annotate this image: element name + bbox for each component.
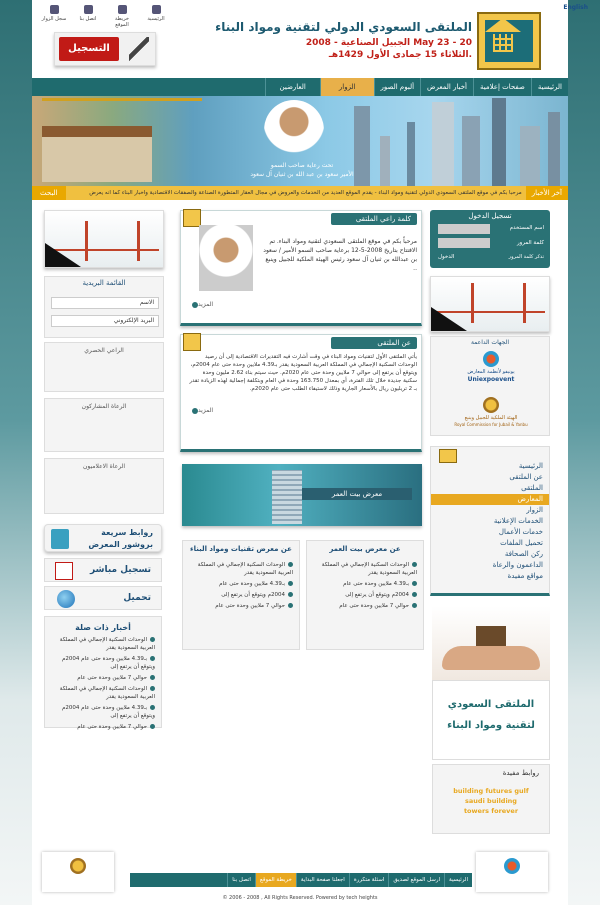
side-menu bbox=[430, 446, 550, 596]
menu-item-business-services[interactable]: خدمات الأعمال bbox=[498, 528, 543, 536]
login-box bbox=[430, 210, 550, 268]
contact-link[interactable]: اتصل بنا bbox=[74, 5, 102, 27]
tower-graphic bbox=[407, 122, 415, 186]
sponsor-more-link[interactable]: المزيد bbox=[189, 301, 213, 308]
ticker-text[interactable]: مرحباً بكم في موقع الملتقى السعودي الدولي لتقنية ومواد البناء - يقدم الموقع العديد من الخدمات والعروض في مجال العقار المتطورة الصناعة والصفقات الاقتصادية وأخبار البناء كما أنه يعرض bbox=[89, 190, 522, 196]
hands-graphic bbox=[442, 646, 540, 670]
tower-graphic bbox=[520, 126, 540, 186]
related-news-item[interactable]: حوالي 7 ملايين وحدة حتى عام bbox=[51, 723, 155, 731]
menu-item-about[interactable]: عن الملتقى bbox=[509, 473, 543, 481]
bridge-image-right bbox=[430, 276, 550, 332]
menu-item-sponsors[interactable]: الداعمون والرعاة bbox=[492, 561, 543, 569]
menu-item-exhibitions[interactable]: المعارض bbox=[431, 494, 549, 505]
supporters-box bbox=[430, 336, 550, 436]
footer-nav bbox=[130, 873, 472, 887]
about-text: يأتي الملتقى الأول لتقنيات ومواد البناء في وقت أشارت فيه التقديرات الاقتصادية إلى أن رصيد الوحدات السكنية الإجمالي في المملكة العربية السعودية يقدر بـ4.39 ملايين وحدة حتى عام 2004م، ويتوقع أن يرتفع إلى حوالي 7 ملايين وحدة حتى عام 2020م. حيث سيتم بناء 2.62 مليون وحدة سكنية جديدة خلال تلك الفترة، أي بمعدل 163.750 وحدة في العام وبتكلفة إجمالية لهذه الزيادة تقدر بـ 2 تريليون ريال بالأسعار الجارية وذلك لاستيفاء الطلب حتى عام 2020م. bbox=[189, 354, 417, 392]
news-column-item[interactable]: حوالي 7 ملايين وحدة حتى عام bbox=[189, 602, 293, 610]
download-link[interactable] bbox=[44, 586, 162, 610]
ticker-label: آخر الأخبار bbox=[526, 186, 568, 200]
news-column-right bbox=[306, 540, 424, 650]
news-column-item[interactable]: بـ4.39 ملايين وحدة حتى عام bbox=[189, 580, 293, 588]
sponsor-photo bbox=[199, 225, 253, 291]
quick-links-label: روابط سريعة bbox=[101, 528, 153, 537]
remember-me-checkbox[interactable]: تذكر كلمة المرور bbox=[508, 254, 544, 260]
media-sponsors-title: الرعاة الاعلاميون bbox=[82, 463, 126, 470]
menu-item-ad-services[interactable]: الخدمات الإعلانية bbox=[493, 517, 543, 525]
menu-item-press[interactable]: ركن الصحافة bbox=[504, 550, 543, 558]
search-button[interactable]: البحث bbox=[32, 186, 66, 200]
useful-link[interactable]: towers forever bbox=[463, 807, 519, 815]
checklist-icon bbox=[55, 562, 73, 580]
related-news-title: أخبار ذات صلة bbox=[75, 623, 131, 632]
menu-item-downloads[interactable]: تحميل الملفات bbox=[500, 539, 543, 547]
nav-photo-album[interactable]: ألبوم الصور bbox=[374, 78, 421, 96]
banner-caption: تحت رعاية صاحب السمو bbox=[270, 162, 334, 169]
related-news-item[interactable]: بـ4.39 ملايين وحدة حتى عام 2004م ويتوقع أن يرتفع إلى bbox=[62, 705, 155, 719]
tower-graphic bbox=[380, 136, 390, 186]
login-title: تسجيل الدخول bbox=[468, 212, 512, 220]
password-label: كلمة المرور bbox=[516, 240, 544, 246]
news-column-item[interactable]: الوحدات السكنية الإجمالي في المملكة العربية السعودية يقدر bbox=[321, 562, 417, 576]
mailing-list bbox=[44, 276, 164, 338]
news-column-item[interactable]: 2004م ويتوقع أن يرتفع إلى bbox=[189, 591, 293, 599]
english-link[interactable]: English bbox=[563, 4, 588, 11]
news-column-item[interactable]: 2004م ويتوقع أن يرتفع إلى bbox=[313, 591, 417, 599]
news-column-left bbox=[182, 540, 300, 650]
useful-links-box bbox=[432, 764, 550, 834]
bridge-image-left bbox=[44, 210, 164, 268]
footer-link-faq[interactable]: اسئلة متكررة bbox=[349, 873, 389, 887]
footer-link-home[interactable]: الرئيسية bbox=[444, 873, 472, 887]
related-news bbox=[44, 616, 162, 728]
site-title: الملتقى السعودي الدولي لتقنية ومواد البناء bbox=[215, 20, 472, 34]
related-news-item[interactable]: حوالي 7 ملايين وحدة حتى عام bbox=[51, 674, 155, 682]
sponsor-words-text: مرحباً بكم في موقع الملتقى السعودي لتقنية ومواد البناء. تم الافتتاح بتاريخ 2008-5-12 برعاية صاحب السمو الأمير / سعود بن عبدالله بن ثنيان آل سعود رئيس الهيئة الملكية للجبيل وينبع .. bbox=[263, 238, 417, 272]
related-news-item[interactable]: بـ4.39 ملايين وحدة حتى عام 2004م ويتوقع أن يرتفع إلى bbox=[62, 656, 155, 670]
guestbook-link[interactable]: سجل الزوار bbox=[40, 5, 68, 27]
footer-royal-logo[interactable] bbox=[42, 852, 114, 892]
useful-link[interactable]: saudi building bbox=[465, 797, 517, 805]
username-input[interactable] bbox=[438, 224, 490, 234]
supporter-name: Uniexpoevent bbox=[467, 376, 515, 383]
exclusive-sponsor-box bbox=[44, 342, 164, 392]
promo-line1: الملتقى السعودي bbox=[447, 699, 535, 710]
event-dates: الجبيل الصناعية - 2008 May 23 - 20 bbox=[305, 38, 472, 48]
about-title: عن الملتقى bbox=[331, 337, 417, 349]
menu-item-forum[interactable]: الملتقى bbox=[521, 484, 543, 492]
menu-item-useful-sites[interactable]: مواقع مفيدة bbox=[507, 572, 543, 580]
hero-banner bbox=[32, 96, 568, 186]
password-input[interactable] bbox=[438, 238, 490, 248]
tower-graphic bbox=[432, 102, 454, 186]
nav-home[interactable]: الرئيسية bbox=[531, 78, 568, 96]
download-label: تحميل bbox=[123, 593, 151, 603]
news-column-title: عن معرض بيت العمر bbox=[329, 545, 401, 553]
footer-link-contact[interactable]: اتصل بنا bbox=[227, 873, 255, 887]
live-register-label: تسجيل مباشر bbox=[90, 565, 151, 575]
hands-house-image bbox=[432, 606, 550, 680]
username-label: اسم المستخدم bbox=[509, 225, 544, 231]
related-news-item[interactable]: الوحدات السكنية الإجمالي في المملكة العربية السعودية يقدر bbox=[59, 686, 155, 700]
home-icon bbox=[152, 5, 161, 14]
brochure-link[interactable] bbox=[44, 524, 162, 552]
related-news-item[interactable]: الوحدات السكنية الإجمالي في المملكة العربية السعودية يقدر bbox=[59, 637, 155, 651]
house-graphic bbox=[476, 626, 506, 648]
exhibition-banner[interactable] bbox=[182, 464, 422, 526]
building-graphic bbox=[272, 470, 302, 524]
tower-graphic bbox=[492, 98, 506, 186]
about-more-link[interactable]: المزيد bbox=[189, 407, 213, 414]
sponsor-words-card bbox=[180, 210, 422, 326]
exhibition-banner-title: معرض بيت العمر bbox=[302, 488, 412, 500]
top-links bbox=[40, 5, 170, 27]
login-button[interactable]: الدخول bbox=[438, 254, 455, 260]
footer-link-sitemap[interactable]: خريطة الموقع bbox=[255, 873, 296, 887]
nav-exhibitors[interactable]: العارضين bbox=[265, 78, 320, 96]
tower-graphic bbox=[548, 112, 560, 186]
news-column-item[interactable]: حوالي 7 ملايين وحدة حتى عام bbox=[313, 602, 417, 610]
mini-logo-icon bbox=[439, 449, 457, 463]
participating-sponsors-box bbox=[44, 398, 164, 452]
mailing-list-title: القائمة البريدية bbox=[82, 279, 126, 287]
news-ticker bbox=[32, 186, 568, 200]
register-button[interactable] bbox=[54, 32, 156, 66]
patron-portrait bbox=[264, 100, 324, 162]
supporters-title: الجهات الداعمة bbox=[470, 339, 510, 346]
royal-commission-logo[interactable] bbox=[483, 397, 499, 413]
register-label: التسجيل bbox=[59, 37, 119, 61]
name-field[interactable]: الاسم bbox=[51, 297, 159, 309]
brochure-icon bbox=[51, 529, 69, 549]
sponsor-words-title: كلمة راعي الملتقى bbox=[331, 213, 417, 225]
sitemap-link[interactable]: خريطة الموقع bbox=[108, 5, 136, 27]
main-nav bbox=[32, 78, 568, 96]
footer-uniexpo-logo[interactable] bbox=[476, 852, 548, 892]
nav-visitors[interactable]: الزوار bbox=[320, 78, 374, 96]
mini-logo-icon bbox=[183, 333, 201, 351]
site-logo[interactable] bbox=[477, 12, 541, 70]
menu-item-visitors[interactable]: الزوار bbox=[526, 506, 543, 514]
useful-links-title: روابط مفيدة bbox=[502, 769, 539, 777]
tower-graphic bbox=[462, 116, 480, 186]
guestbook-icon bbox=[50, 5, 59, 14]
globe-icon bbox=[57, 590, 75, 608]
nav-exhibition-news[interactable]: أخبار المعرض bbox=[420, 78, 473, 96]
pen-icon bbox=[129, 37, 149, 61]
banner-caption-name: الأمير سعود بن عبد الله بن ثنيان آل سعود bbox=[250, 171, 354, 178]
sitemap-icon bbox=[118, 5, 127, 14]
news-column-item[interactable]: بـ4.39 ملايين وحدة حتى عام bbox=[313, 580, 417, 588]
tower-graphic bbox=[354, 106, 370, 186]
news-column-item[interactable]: الوحدات السكنية الإجمالي في المملكة العربية السعودية يقدر bbox=[197, 562, 293, 576]
crane-graphic bbox=[42, 98, 202, 101]
supporter-name-ar: يونيفو لأنظمة المعارض bbox=[467, 369, 515, 375]
home-link[interactable]: الرئيسية bbox=[142, 5, 170, 27]
supporter-name-ar: الهيئة الملكية للجبيل وينبع bbox=[464, 415, 518, 421]
supporter-name: Royal Commission for Jubail & Yanbu bbox=[454, 422, 528, 427]
promo-line2: لتقنية ومواد البناء bbox=[447, 720, 535, 731]
brochure-label: بروشور المعرض bbox=[88, 540, 153, 549]
menu-item-home[interactable]: الرئيسية bbox=[518, 462, 543, 470]
uniexpoevent-logo[interactable] bbox=[483, 351, 499, 367]
news-column-title: عن معرض تقنيات ومواد البناء bbox=[190, 545, 292, 553]
event-dates-hijri: الثلاثاء 15 جمادى الأول 1429هـ. bbox=[328, 50, 472, 60]
media-sponsors-box bbox=[44, 458, 164, 514]
about-card bbox=[180, 334, 422, 452]
email-field[interactable]: البريد الإلكتروني bbox=[51, 315, 159, 327]
footer-link-send[interactable]: ارسل الموقع لصديق bbox=[388, 873, 444, 887]
copyright: © 2006 - 2008 , All Rights Reserved. Powered by tech heights bbox=[222, 895, 378, 901]
useful-link[interactable]: building futures gulf bbox=[453, 787, 529, 795]
promo-box bbox=[432, 680, 550, 760]
footer-link-homepage[interactable]: اجعلنا صفحة البداية bbox=[296, 873, 349, 887]
participating-sponsors-title: الرعاة المشاركون bbox=[81, 403, 127, 410]
exclusive-sponsor-title: الراعي الحصري bbox=[84, 347, 124, 354]
nav-media-pages[interactable]: صفحات إعلامية bbox=[473, 78, 531, 96]
envelope-icon bbox=[84, 5, 93, 14]
house-photo bbox=[42, 126, 152, 182]
live-register-link[interactable] bbox=[44, 558, 162, 582]
